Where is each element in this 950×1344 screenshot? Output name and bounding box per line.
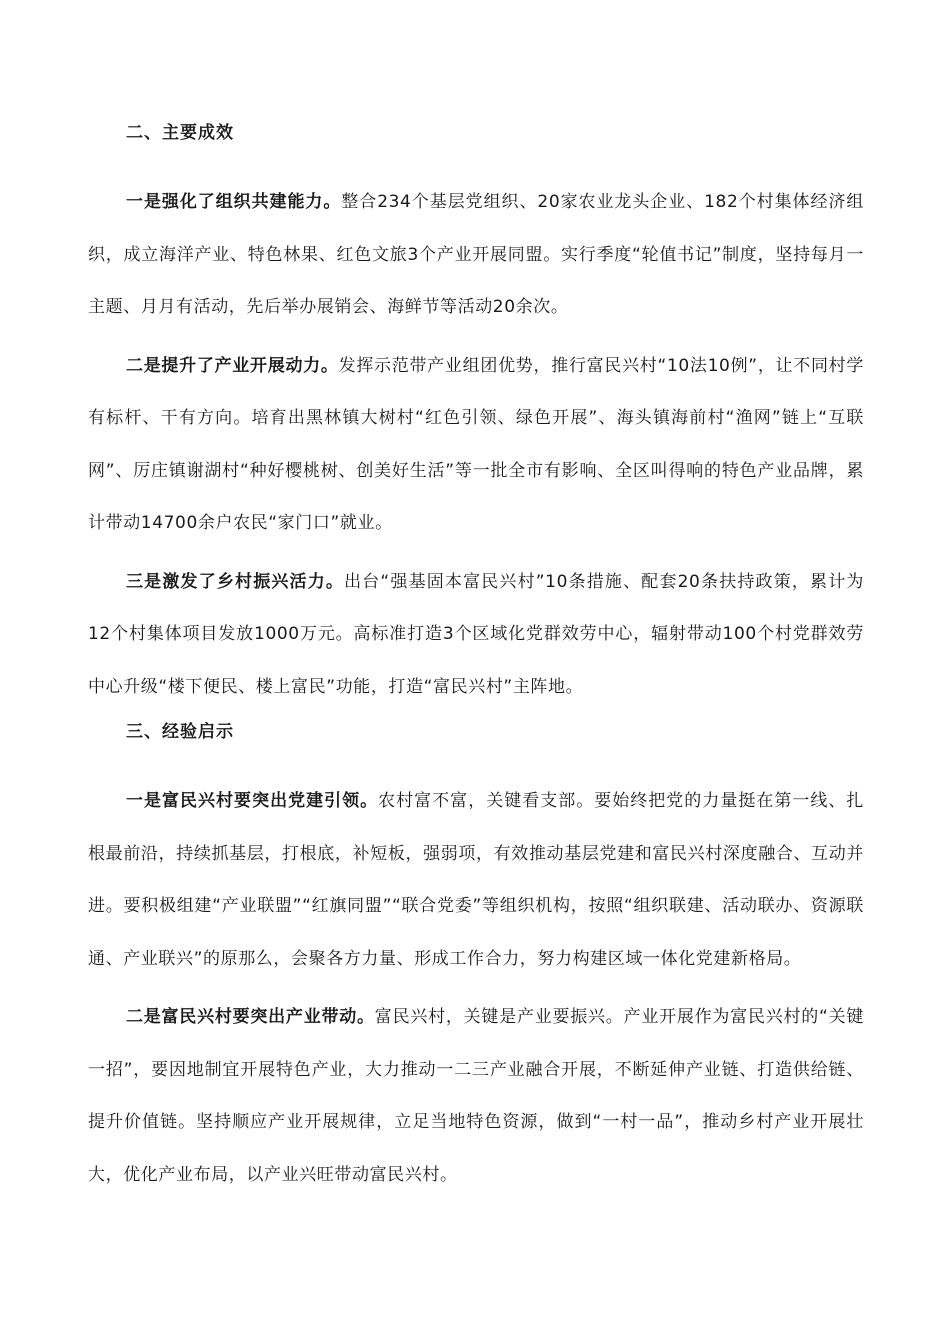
section-heading-results: 二、主要成效 [126,123,234,143]
paragraph-body: 出台“强基固本富民兴村”10条措施、配套20条扶持政策，累计为12个村集体项目发放1000万元。高标准打造3个区域化党群效劳中心，辐射带动100个村党群效劳中心升级“楼下便民、楼上富民”功能，打造“富民兴村”主阵地。 [88,571,865,697]
paragraph-party-leadership [88,775,864,985]
paragraph-body: 富民兴村，关键是产业要振兴。产业开展作为富民兴村的“关键一招”，要因地制宜开展特色产业，大力推动一二三产业融合开展，不断延伸产业链、打造供给链、提升价值链。坚持顺应产业开展规律，立足当地特色资源，做到“一村一品”，推动乡村产业开展壮大，优化产业布局，以产业兴旺带动富民兴村。 [88,1007,865,1185]
paragraph-lead: 一是强化了组织共建能力。 [126,192,342,212]
paragraph-body: 整合234个基层党组织、20家农业龙头企业、182个村集体经济组织，成立海洋产业、特色林果、红色文旅3个产业开展同盟。实行季度“轮值书记”制度，坚持每月一主题、月月有活动，先后举办展销会、海鲜节等活动20余次。 [88,192,864,317]
paragraph-rural-revitalization [88,556,864,714]
paragraph-organization [88,176,864,334]
paragraph-lead: 二是提升了产业开展动力。 [126,355,339,376]
paragraph-body: 发挥示范带产业组团优势，推行富民兴村“10法10例”，让不同村学有标杆、干有方向。培育出黑林镇大树村“红色引领、绿色开展”、海头镇海前村“渔网”链上“互联网”、厉庄镇谢湖村“种好樱桃树、创美好生活”等一批全市有影响、全区叫得响的特色产业品牌，累计带动14700余户农民“家门口”就业。 [88,355,865,533]
paragraph-lead: 三是激发了乡村振兴活力。 [126,571,345,592]
paragraph-industry-driven [88,991,864,1201]
paragraph-industry-momentum [88,340,864,550]
paragraph-body: 农村富不富，关键看支部。要始终把党的力量挺在第一线、扎根最前沿，持续抓基层，打根底，补短板，强弱项，有效推动基层党建和富民兴村深度融合、互动并进。要积极组建“产业联盟”“红旗同盟”“联合党委”等组织机构，按照“组织联建、活动联办、资源联通、产业联兴”的原那么，会聚各方力量、形成工作合力，努力构建区域一体化党建新格局。 [88,791,864,969]
document-page [88,120,864,1207]
paragraph-lead: 一是富民兴村要突出党建引领。 [126,791,379,811]
paragraph-lead: 二是富民兴村要突出产业带动。 [126,1007,375,1027]
section-heading-lessons: 三、经验启示 [126,722,234,742]
